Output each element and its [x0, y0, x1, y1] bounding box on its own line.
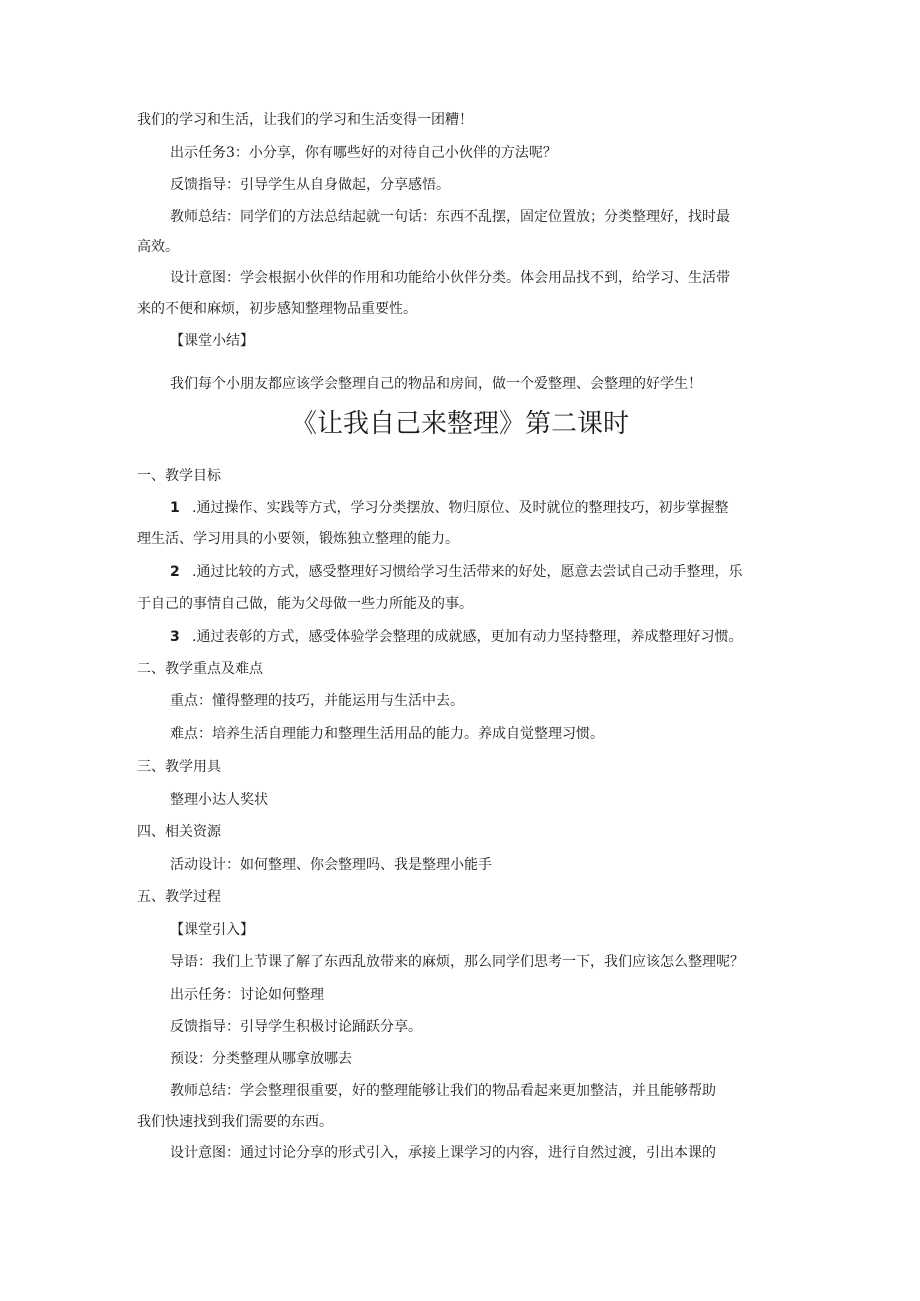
- section-heading-key-points: 二、教学重点及难点: [137, 661, 263, 677]
- objective-2-number: 2: [170, 564, 180, 580]
- section-heading-process: 五、教学过程: [137, 889, 221, 905]
- section-heading-objectives: 一、教学目标: [137, 468, 221, 484]
- objective-1-number: 1: [170, 500, 180, 516]
- objective-3-line-1: 3 .通过表彰的方式，感受体验学会整理的成就感，更加有动力坚持整理，养成整理好习惯。: [170, 629, 743, 645]
- teacher-summary-line-1: 教师总结：同学们的方法总结起就一句话：东西不乱摆，固定位置放；分类整理好，找时最: [170, 209, 730, 225]
- process-design-intent: 设计意图：通过讨论分享的形式引入，承接上课学习的内容，进行自然过渡，引出本课的: [170, 1145, 716, 1161]
- feedback-line: 反馈指导：引导学生积极讨论踊跃分享。: [170, 1019, 422, 1035]
- design-intent-line-1: 设计意图：学会根据小伙伴的作用和功能给小伙伴分类。体会用品找不到，给学习、生活带: [170, 270, 730, 286]
- intro-heading: 【课堂引入】: [170, 922, 254, 938]
- task-line: 出示任务：讨论如何整理: [170, 987, 324, 1003]
- section-heading-tools: 三、教学用具: [137, 759, 221, 775]
- process-summary-line-2: 我们快速找到我们需要的东西。: [137, 1114, 333, 1130]
- process-summary-line-1: 教师总结：学会整理很重要，好的整理能够让我们的物品看起来更加整洁，并且能够帮助: [170, 1083, 716, 1099]
- key-point: 重点：懂得整理的技巧，并能运用与生活中去。: [170, 693, 464, 709]
- lesson-title: 《让我自己来整理》第二课时: [290, 409, 629, 439]
- objective-2-line-2: 于自己的事情自己做，能为父母做一些力所能及的事。: [137, 596, 473, 612]
- teacher-summary-line-2: 高效。: [137, 239, 179, 255]
- paragraph-continuation: 我们的学习和生活，让我们的学习和生活变得一团糟！: [137, 112, 473, 128]
- task-3-paragraph: 出示任务3：小分享，你有哪些好的对待自己小伙伴的方法呢？: [170, 145, 557, 161]
- difficulty: 难点：培养生活自理能力和整理生活用品的能力。养成自觉整理习惯。: [170, 726, 604, 742]
- summary-text: 我们每个小朋友都应该学会整理自己的物品和房间，做一个爱整理、会整理的好学生！: [170, 376, 702, 392]
- objective-1-line-1: 1 .通过操作、实践等方式，学习分类摆放、物归原位、及时就位的整理技巧，初步掌握整: [170, 500, 729, 516]
- design-intent-line-2: 来的不便和麻烦，初步感知整理物品重要性。: [137, 301, 417, 317]
- objective-3-number: 3: [170, 629, 180, 645]
- preset-line: 预设：分类整理从哪拿放哪去: [170, 1051, 352, 1067]
- lead-in: 导语：我们上节课了解了东西乱放带来的麻烦，那么同学们思考一下，我们应该怎么整理呢？: [170, 954, 744, 970]
- section-heading-resources: 四、相关资源: [137, 824, 221, 840]
- summary-heading: 【课堂小结】: [170, 333, 254, 349]
- feedback-paragraph: 反馈指导：引导学生从自身做起，分享感悟。: [170, 177, 450, 193]
- resources-item: 活动设计：如何整理、你会整理吗、我是整理小能手: [170, 857, 492, 873]
- objective-2-line-1: 2 .通过比较的方式，感受整理好习惯给学习生活带来的好处，愿意去尝试自己动手整理，乐: [170, 564, 743, 580]
- objective-1-line-2: 理生活、学习用具的小要领，锻炼独立整理的能力。: [137, 531, 459, 547]
- tools-item: 整理小达人奖状: [170, 792, 268, 808]
